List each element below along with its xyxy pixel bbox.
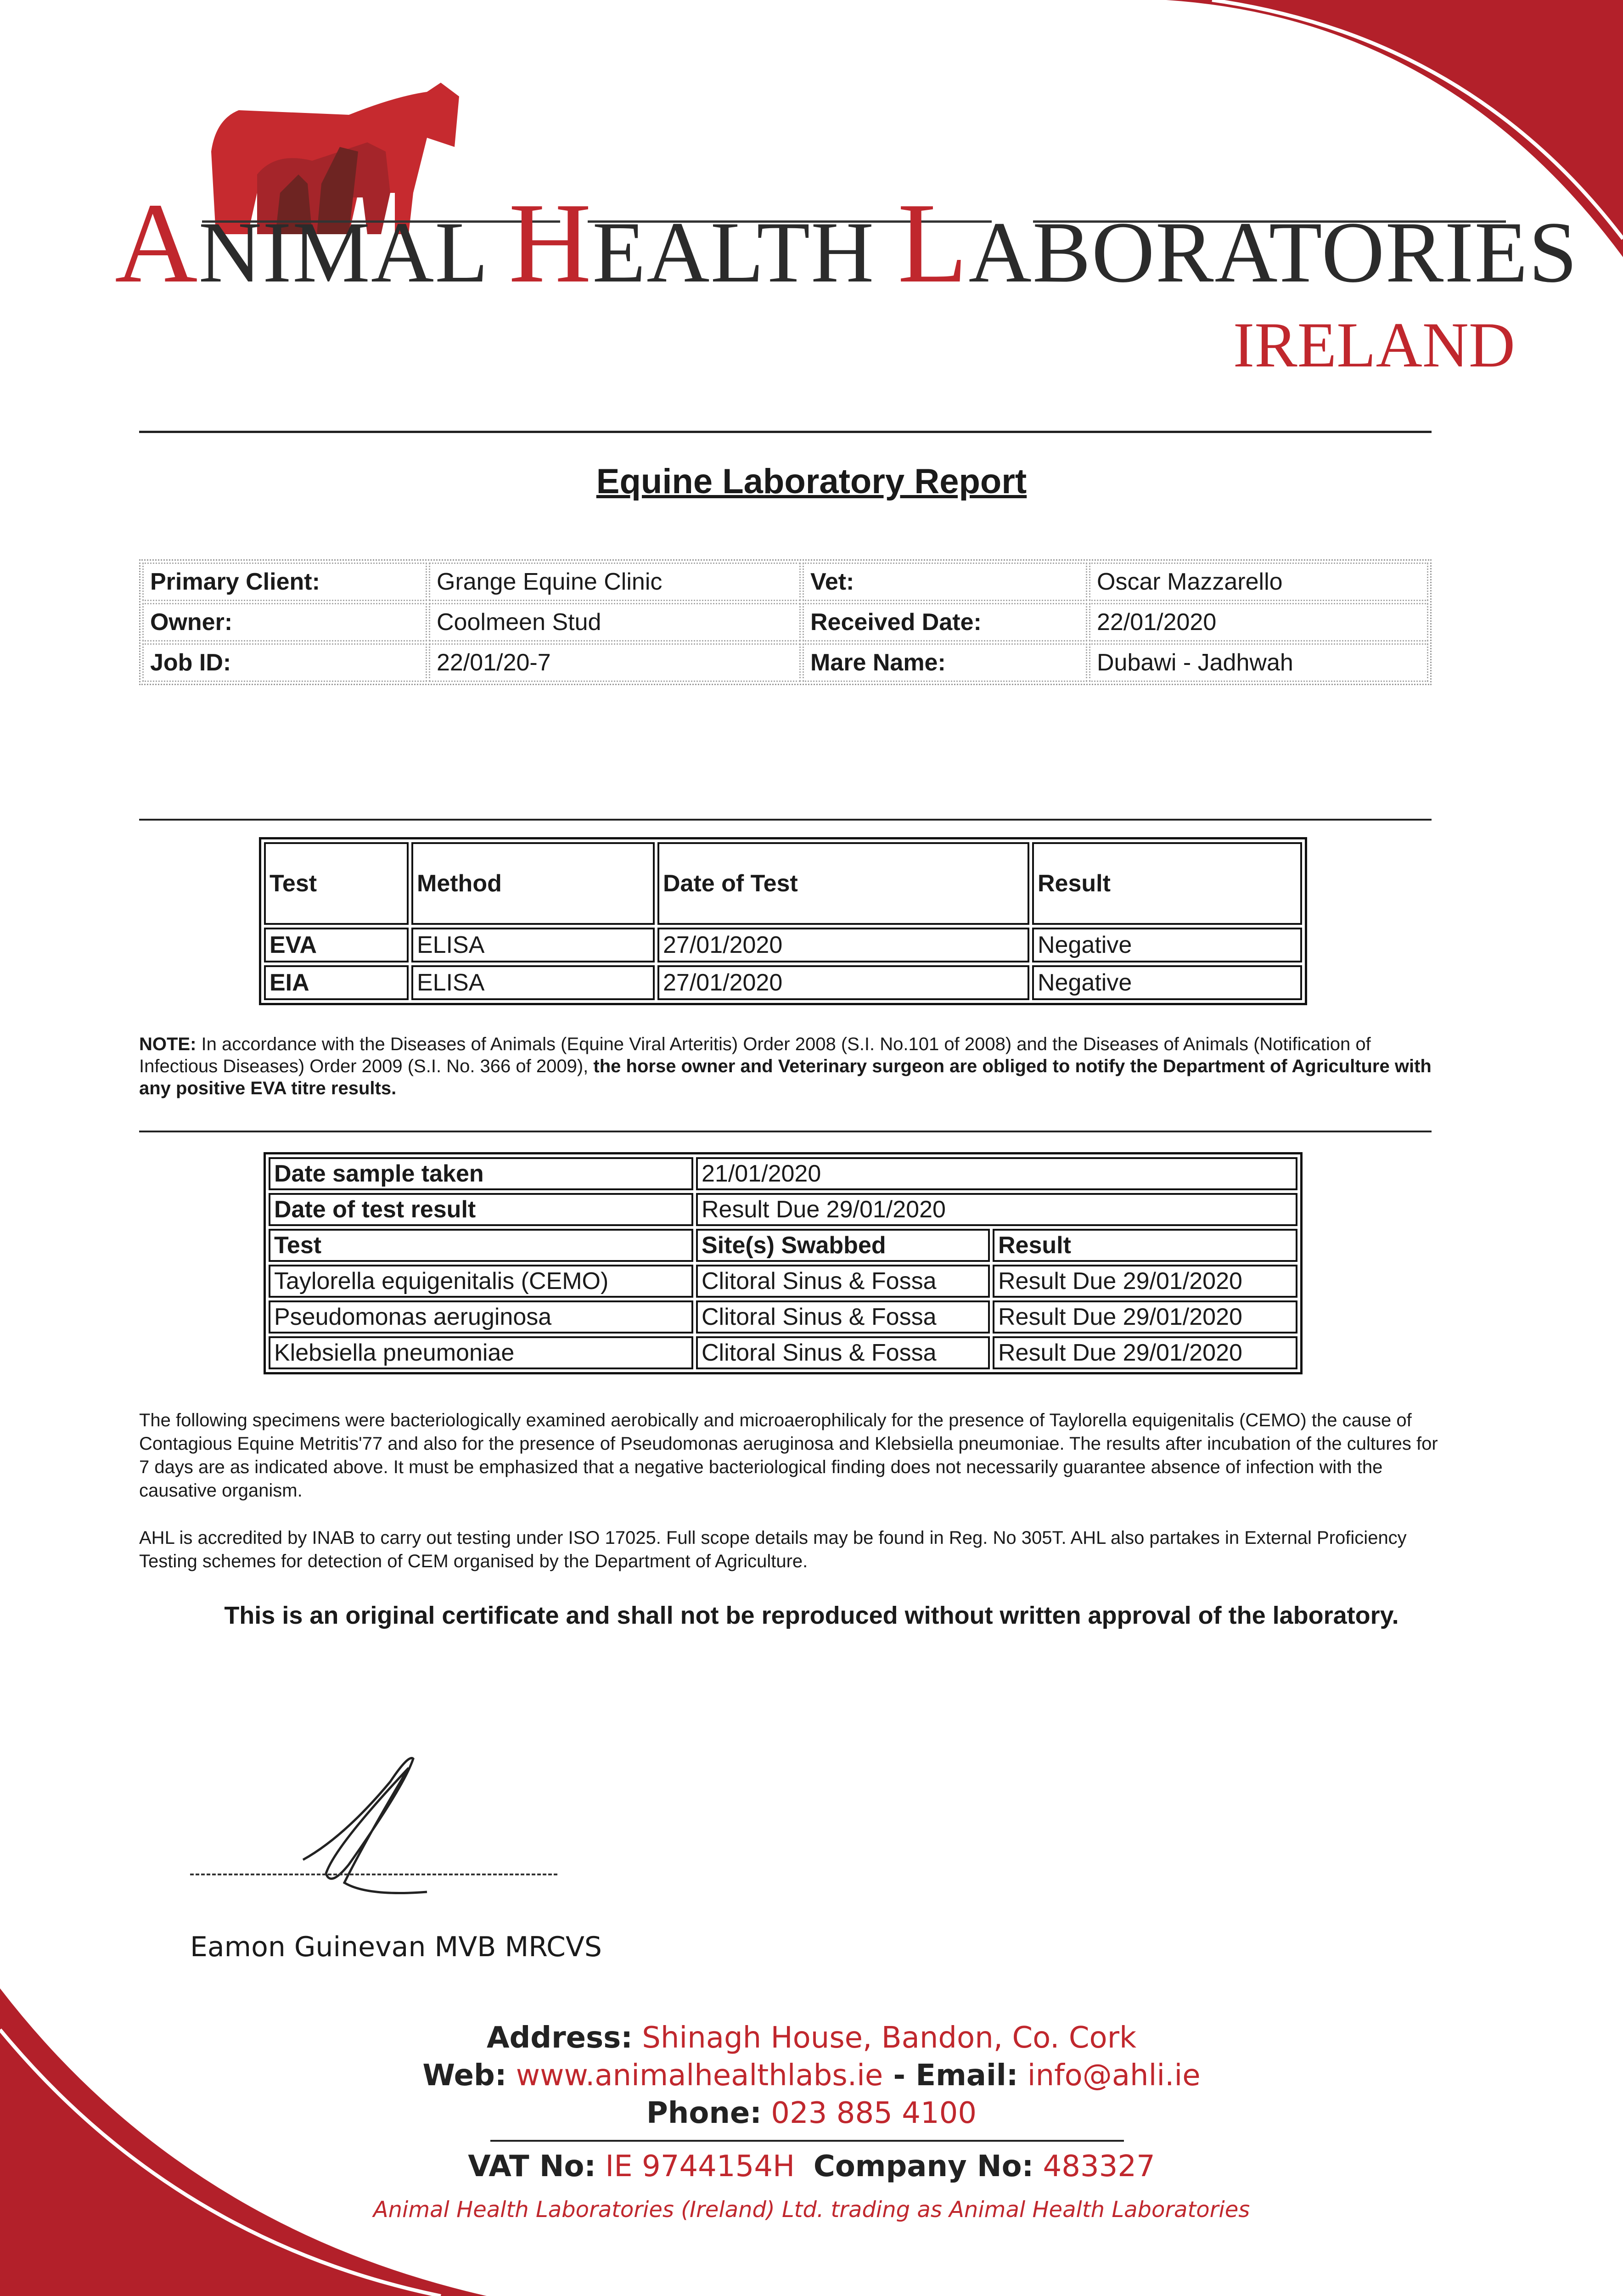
label: Job ID: [142, 643, 427, 682]
cell: 27/01/2020 [657, 965, 1029, 1000]
separator: - [883, 2059, 916, 2093]
value: Shinagh House, Bandon, Co. Cork [642, 2021, 1137, 2055]
brand-text: NIMAL [198, 204, 486, 301]
label: Date of test result [269, 1193, 693, 1226]
label: Date sample taken [269, 1157, 693, 1190]
brand-text: EALTH [592, 204, 875, 301]
cell: Result Due 29/01/2020 [993, 1336, 1297, 1369]
value: 023 885 4100 [771, 2096, 977, 2130]
disclaimer-section [139, 1409, 1438, 1630]
cell: 27/01/2020 [657, 928, 1029, 962]
brand-cap: H [508, 180, 593, 307]
brand-text: ABORATORIES [968, 204, 1578, 301]
cell: Result Due 29/01/2020 [993, 1265, 1297, 1298]
cell: Klebsiella pneumoniae [269, 1336, 693, 1369]
value: 22/01/2020 [1089, 603, 1428, 642]
cell: EIA [264, 965, 409, 1000]
table-row [269, 1157, 1297, 1190]
header-cell: Test [264, 842, 409, 925]
client-info-table [139, 559, 1432, 685]
bacteriology-paragraph: The following specimens were bacteriologically examined aerobically and microaerophilicaly for the presence of Taylorella equigenitalis (CEMO) the cause of Contagious Equine Metritis'77 and also for the presence of Pseudomonas aeruginosa and Klebsiella pneumoniae. The results after incubation of the cultures for 7 days are as indicated above. It must be emphasized that a negative bacteriological finding does not necessarily guarantee absence of infection with the causative organism. [139, 1410, 1438, 1501]
value: Grange Equine Clinic [429, 563, 801, 601]
label: Received Date: [803, 603, 1087, 642]
note-text: In accordance with the Diseases of Animals (Equine Viral Arteritis) Order 2008 (S.I. No.101 of 2008) and the Diseases of Animals (Notification of Infectious Diseases) Order 2009 (S.I. No. 366 of 2009), [139, 1034, 1371, 1076]
label: Phone: [646, 2096, 762, 2130]
footer-address [0, 2020, 1623, 2055]
brand-cap: L [897, 180, 969, 307]
footer-trading-name: Animal Health Laboratories (Ireland) Ltd. trading as Animal Health Laboratories [373, 2197, 1250, 2223]
cell: ELISA [411, 928, 655, 962]
cell: Taylorella equigenitalis (CEMO) [269, 1265, 693, 1298]
value: Oscar Mazzarello [1089, 563, 1428, 601]
divider [139, 431, 1432, 433]
divider [139, 1131, 1432, 1132]
label: VAT No: [468, 2150, 596, 2183]
table-row [142, 643, 1428, 682]
cell: Clitoral Sinus & Fossa [696, 1300, 990, 1334]
table-row [269, 1193, 1297, 1226]
label: Address: [486, 2021, 633, 2055]
value: Dubawi - Jadhwah [1089, 643, 1428, 682]
footer-registration [0, 2149, 1623, 2184]
cell: ELISA [411, 965, 655, 1000]
value: Result Due 29/01/2020 [696, 1193, 1297, 1226]
brand-subtitle: IRELAND [1233, 310, 1515, 381]
label: Company No: [813, 2150, 1034, 2183]
note-label: NOTE: [139, 1034, 197, 1054]
footer-contact [0, 2058, 1623, 2093]
brand-cap: A [115, 180, 199, 307]
cell: Clitoral Sinus & Fossa [696, 1336, 990, 1369]
value: 483327 [1043, 2150, 1155, 2183]
footer-phone [0, 2096, 1623, 2131]
table-row [269, 1265, 1297, 1298]
table-header [264, 842, 1302, 925]
header-cell: Site(s) Swabbed [696, 1229, 990, 1262]
divider [139, 819, 1432, 821]
value: IE 9744154H [605, 2150, 795, 2183]
brand-name [115, 180, 1578, 307]
cell: Negative [1032, 965, 1302, 1000]
note [139, 1033, 1438, 1099]
certificate-notice: This is an original certificate and shall not be reproduced without written approval of the laboratory. [224, 1602, 1399, 1629]
header-cell: Method [411, 842, 655, 925]
report-title: Equine Laboratory Report [596, 462, 1027, 501]
table-row [269, 1300, 1297, 1334]
header-cell: Result [993, 1229, 1297, 1262]
divider [490, 2140, 1124, 2142]
label: Vet: [803, 563, 1087, 601]
table-row [269, 1336, 1297, 1369]
cell: Result Due 29/01/2020 [993, 1300, 1297, 1334]
signatory-name: Eamon Guinevan MVB MRCVS [190, 1931, 602, 1963]
signature-line [190, 1874, 557, 1875]
header-cell: Result [1032, 842, 1302, 925]
label: Owner: [142, 603, 427, 642]
email-link[interactable]: info@ahli.ie [1027, 2059, 1201, 2093]
label: Mare Name: [803, 643, 1087, 682]
header-cell: Test [269, 1229, 693, 1262]
label: Email: [915, 2059, 1018, 2093]
value: Coolmeen Stud [429, 603, 801, 642]
table-row [264, 965, 1302, 1000]
table-row [264, 928, 1302, 962]
cell: Clitoral Sinus & Fossa [696, 1265, 990, 1298]
accreditation-paragraph: AHL is accredited by INAB to carry out testing under ISO 17025. Full scope details may be found in Reg. No 305T. AHL also partakes in External Proficiency Testing schemes for detection of CEM organised by the Department of Agriculture. [139, 1528, 1407, 1571]
serology-tests-table [259, 837, 1307, 1005]
note-bold-text: the horse owner and Veterinary surgeon are obliged to notify the Department of Agriculture with any positive EVA titre results. [139, 1056, 1432, 1098]
swab-tests-table [264, 1152, 1303, 1374]
value: 22/01/20-7 [429, 643, 801, 682]
cell: Negative [1032, 928, 1302, 962]
label: Primary Client: [142, 563, 427, 601]
signature [275, 1745, 468, 1910]
table-row [142, 603, 1428, 642]
web-link[interactable]: www.animalhealthlabs.ie [516, 2059, 883, 2093]
header-cell: Date of Test [657, 842, 1029, 925]
label: Web: [422, 2059, 507, 2093]
cell: EVA [264, 928, 409, 962]
value: 21/01/2020 [696, 1157, 1297, 1190]
table-row [142, 563, 1428, 601]
cell: Pseudomonas aeruginosa [269, 1300, 693, 1334]
table-header [269, 1229, 1297, 1262]
